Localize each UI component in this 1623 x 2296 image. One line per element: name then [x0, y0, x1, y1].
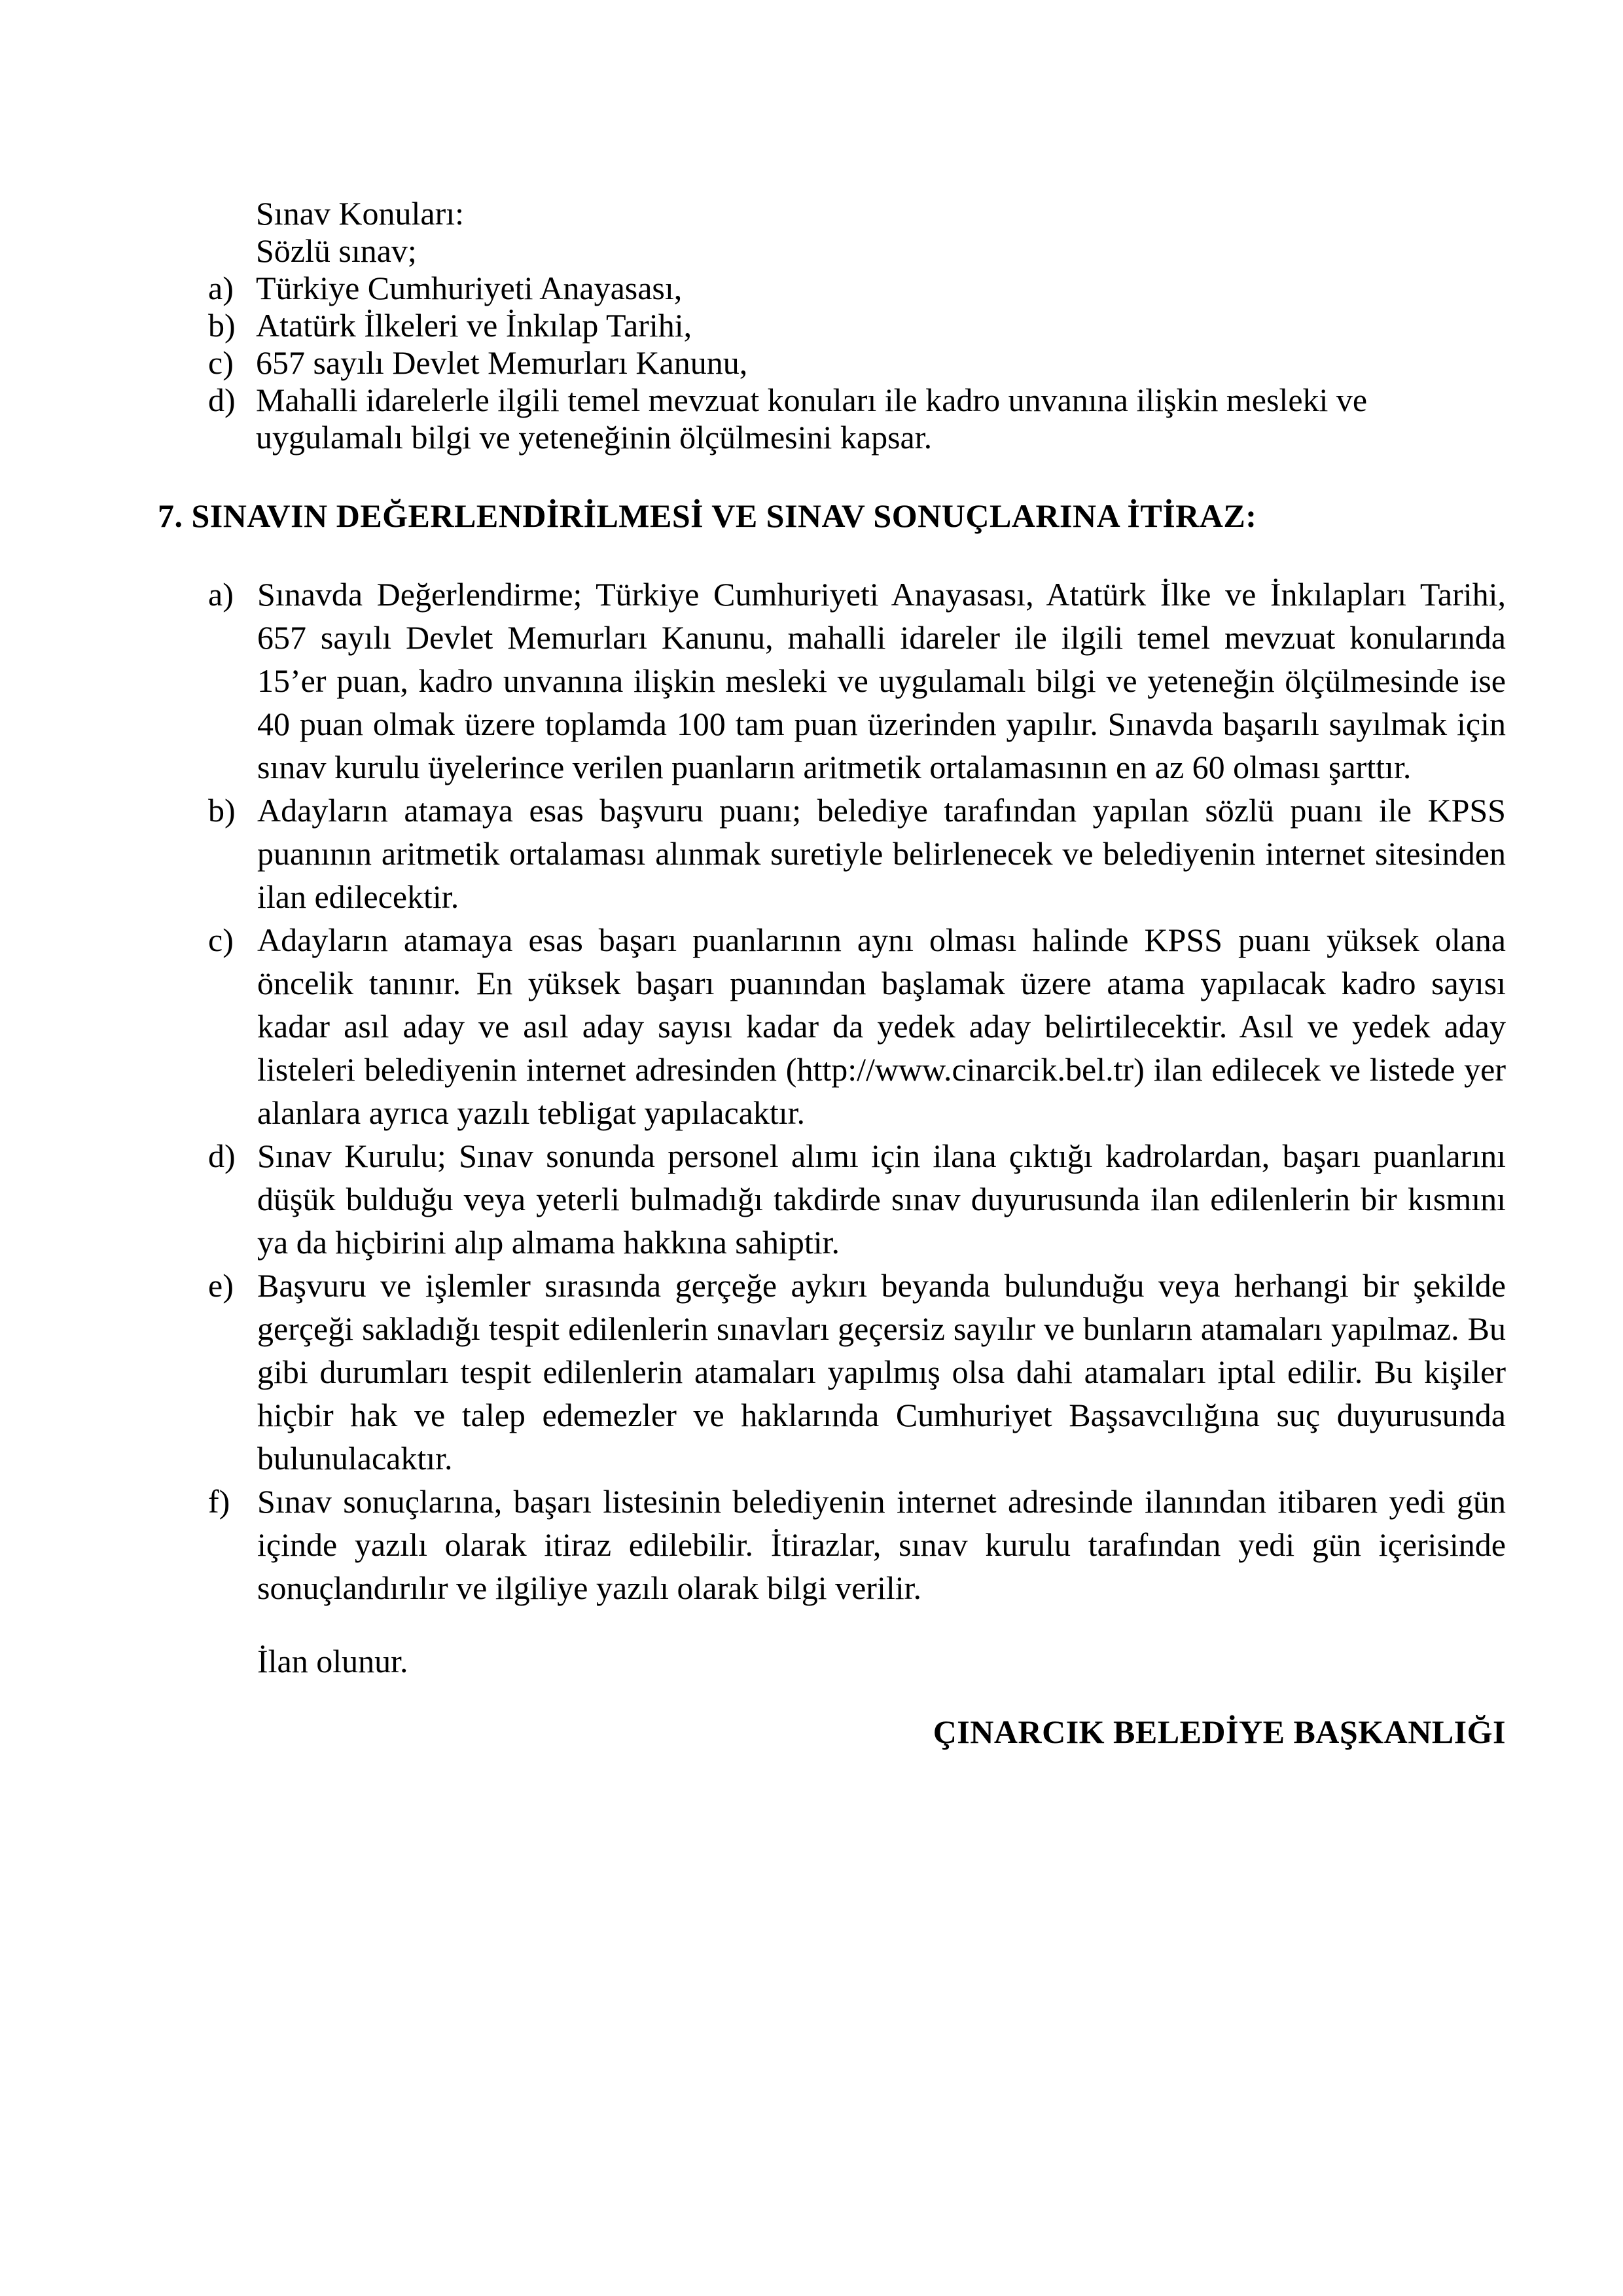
list-item: [158, 918, 1506, 1134]
item-marker: a): [208, 576, 234, 613]
item-text: Başvuru ve işlemler sırasında gerçeğe aykırı beyanda bulunduğu veya herhangi bir şekilde gerçeği sakladığı tespit edilenlerin sınavları geçersiz sayılır ve bunların atamaları yapılmaz. Bu gibi durumları tespit edilenlerin atamaları yapılmış olsa dahi atamaları iptal edilir. Bu kişiler hiçbir hak ve talep edemezler ve haklarında Cumhuriyet Başsavcılığına suç duyurusunda bulunulacaktır.: [257, 1267, 1506, 1477]
item-text: Adayların atamaya esas başvuru puanı; belediye tarafından yapılan sözlü puanı ile KPSS puanının aritmetik ortalaması alınmak suretiyle belirlenecek ve belediyenin internet sitesinden ilan edilecektir.: [257, 792, 1506, 915]
list-item: [158, 270, 1506, 307]
list-item: [158, 573, 1506, 789]
section-heading: 7. SINAVIN DEĞERLENDİRİLMESİ VE SINAV SONUÇLARINA İTİRAZ:: [158, 497, 1257, 534]
list-item: [158, 1264, 1506, 1480]
item-marker: b): [208, 307, 236, 344]
list-item: [158, 307, 1506, 344]
item-marker: a): [208, 270, 234, 306]
item-text: Mahalli idarelerle ilgili temel mevzuat konuları ile kadro unvanına ilişkin mesleki ve uygulamalı bilgi ve yeteneğinin ölçülmesini kapsar.: [256, 382, 1368, 456]
item-text: Sınavda Değerlendirme; Türkiye Cumhuriyeti Anayasası, Atatürk İlke ve İnkılapları Tarihi, 657 sayılı Devlet Memurları Kanunu, mahalli idareler ile ilgili temel mevzuat konularında 15’er puan, kadro unvanına ilişkin mesleki ve uygulamalı bilgi ve yeteneğin ölçülmesinde ise 40 puan olmak üzere toplamda 100 tam puan üzerinden yapılır. Sınavda başarılı sayılmak için sınav kurulu üyelerince verilen puanların aritmetik ortalamasının en az 60 olması şarttır.: [257, 576, 1506, 785]
item-marker: e): [208, 1267, 234, 1304]
signature-text: ÇINARCIK BELEDİYE BAŞKANLIĞI: [933, 1713, 1506, 1750]
item-text: 657 sayılı Devlet Memurları Kanunu,: [256, 344, 748, 381]
item-marker: c): [208, 922, 234, 958]
item-marker: b): [208, 792, 236, 829]
intro-line-exam-topics: Sınav Konuları:: [256, 195, 465, 232]
list-item: [158, 1480, 1506, 1609]
list-item: [158, 382, 1506, 456]
item-text: Türkiye Cumhuriyeti Anayasası,: [256, 270, 683, 306]
item-text: Adayların atamaya esas başarı puanlarının aynı olması halinde KPSS puanı yüksek olana öncelik tanınır. En yüksek başarı puanından başlamak üzere atama yapılacak kadro sayısı kadar asıl aday ve asıl aday sayısı kadar da yedek aday belirtilecektir. Asıl ve yedek aday listeleri belediyenin internet adresinden (http://www.cinarcik.bel.tr) ilan edilecek ve listede yer alanlara ayrıca yazılı tebligat yapılacaktır.: [257, 922, 1506, 1131]
item-marker: d): [208, 382, 236, 418]
list-item: [158, 1134, 1506, 1264]
document-content: [158, 195, 1506, 1753]
item-text: Atatürk İlkeleri ve İnkılap Tarihi,: [256, 307, 692, 344]
item-marker: d): [208, 1138, 236, 1174]
item-text: Sınav Kurulu; Sınav sonunda personel alımı için ilana çıktığı kadrolardan, başarı puanlarını düşük bulduğu veya yeterli bulmadığı takdirde sınav duyurusunda ilan edilenlerin bir kısmını ya da hiçbirini alıp almama hakkına sahiptir.: [257, 1138, 1506, 1261]
item-marker: f): [208, 1483, 230, 1520]
exam-topics-list: [158, 270, 1506, 456]
list-item: [158, 789, 1506, 918]
list-item: [158, 344, 1506, 382]
item-text: Sınav sonuçlarına, başarı listesinin belediyenin internet adresinde ilanından itibaren yedi gün içinde yazılı olarak itiraz edilebilir. İtirazlar, sınav kurulu tarafından yedi gün içerisinde sonuçlandırılır ve ilgiliye yazılı olarak bilgi verilir.: [257, 1483, 1506, 1606]
closing-text: İlan olunur.: [257, 1643, 408, 1679]
evaluation-list: [158, 573, 1506, 1609]
intro-line-oral-exam: Sözlü sınav;: [256, 232, 417, 269]
item-marker: c): [208, 344, 234, 381]
